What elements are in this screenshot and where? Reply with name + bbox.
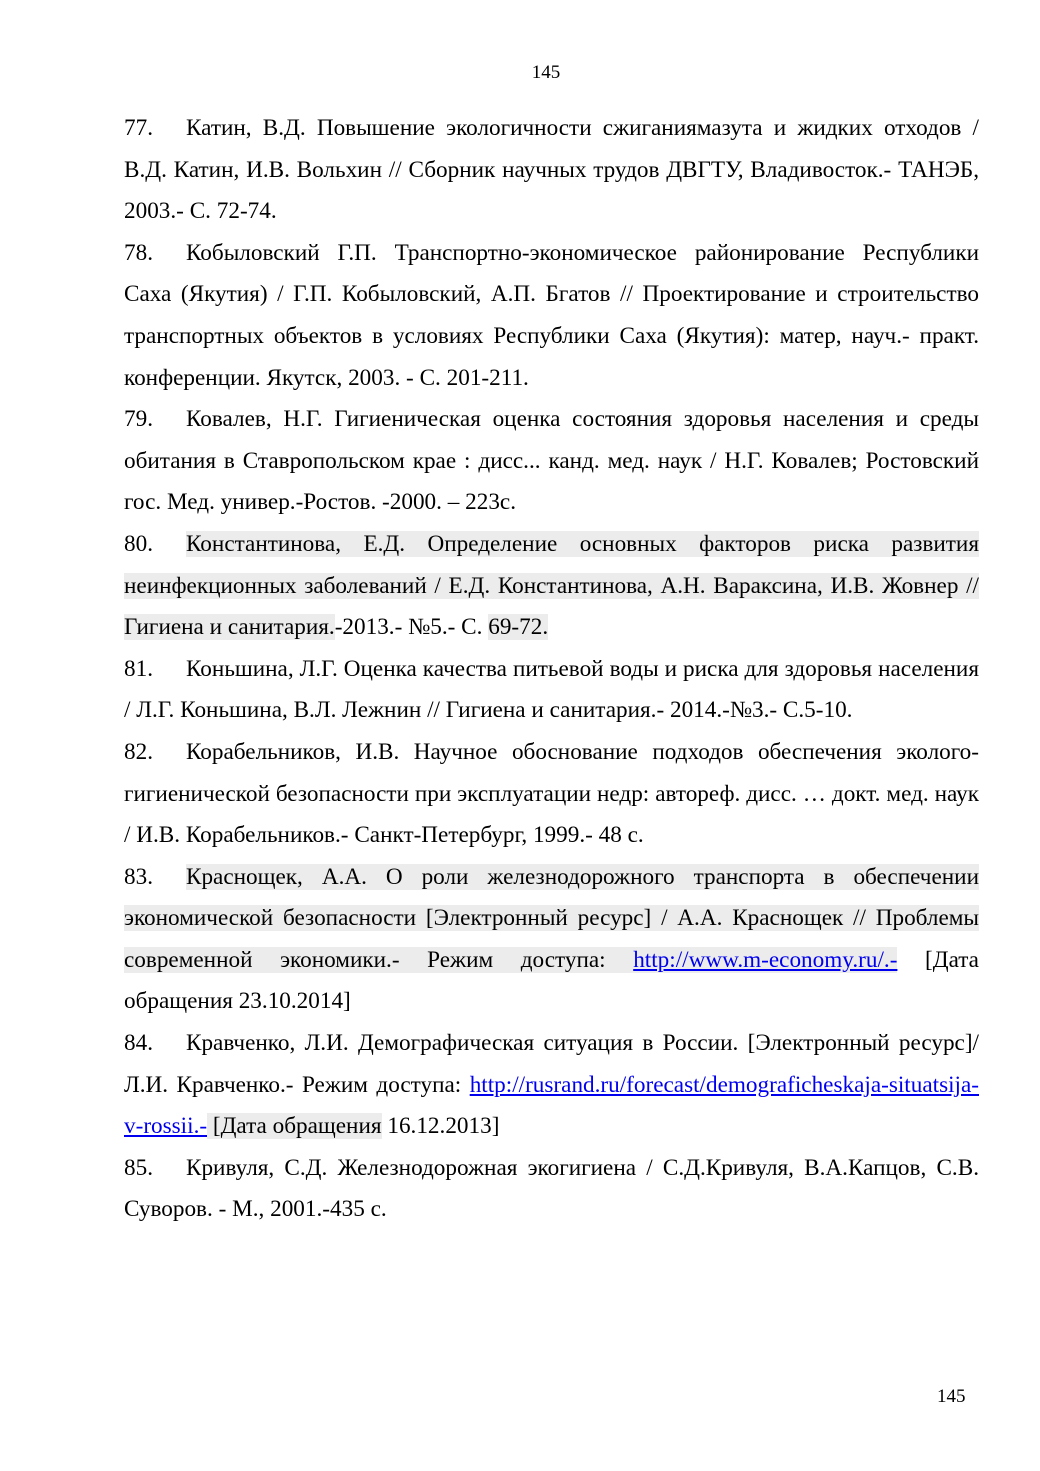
reference-item xyxy=(124,524,979,649)
reference-text-highlighted: 69-72. xyxy=(488,614,549,641)
reference-number: 85. xyxy=(124,1154,153,1181)
page-number-bottom: 145 xyxy=(937,1386,966,1407)
page-number-top: 145 xyxy=(531,62,561,83)
reference-text: Коньшина, Л.Г. Оценка качества питьевой воды и риска для здоровья населения / Л.Г. Коньшина, В.Л. Лежнин // Гигиена и санитария.- 2014.-№3.- С.5-10. xyxy=(124,655,979,724)
reference-item xyxy=(124,108,979,233)
reference-link[interactable]: http://rusrand.ru/forecast/demograficheskaja-situatsija-v-rossii.- xyxy=(124,1071,979,1140)
reference-text-highlighted: [Дата обращения xyxy=(207,1113,382,1140)
reference-item xyxy=(124,732,979,857)
reference-text: 16.12.2013] xyxy=(381,1113,500,1140)
reference-text: Ковалев, Н.Г. Гигиеническая оценка состояния здоровья населения и среды обитания в Ставропольском крае : дисс... канд. мед. наук / Н.Г. Ковалев; Ростовский гос. Мед. универ.-Ростов. -2000. – 223с. xyxy=(124,406,979,516)
reference-text-highlighted: Краснощек, А.А. О роли железнодорожного транспорта в обеспечении экономической безопасности [Электронный ресурс] / А.А. Краснощек // Проблемы современной экономики.- Режим доступа: xyxy=(124,863,979,973)
reference-item xyxy=(124,649,979,732)
reference-list xyxy=(124,108,979,1231)
reference-text: Катин, В.Д. Повышение экологичности сжиганиямазута и жидких отходов / В.Д. Катин, И.В. Вольхин // Сборник научных трудов ДВГТУ, Владивосток.- ТАНЭБ, 2003.- С. 72-74. xyxy=(124,115,979,225)
reference-text: Корабельников, И.В. Научное обоснование подходов обеспечения эколого-гигиенической безопасности при эксплуатации недр: автореф. дисс. … докт. мед. наук / И.В. Корабельников.- Санкт-Петербург, 1999.- 48 с. xyxy=(124,738,979,849)
reference-number: 79. xyxy=(124,406,153,433)
reference-text: [Дата обращения 23.10.2014] xyxy=(124,946,979,1015)
reference-text: Кравченко, Л.И. Демографическая ситуация в России. [Электронный ресурс]/ Л.И. Кравченко.- Режим доступа: xyxy=(124,1030,979,1098)
reference-item xyxy=(124,1023,979,1148)
reference-text-highlighted: Константинова, Е.Д. Определение основных факторов риска развития неинфекционных заболеваний / Е.Д. Константинова, А.Н. Вараксина, И.В. Жовнер // Гигиена и санитария. xyxy=(124,530,979,641)
reference-item xyxy=(124,1148,979,1231)
reference-text: Кобыловский Г.П. Транспортно-экономическое районирование Республики Саха (Якутия) / Г.П. Кобыловский, А.П. Бгатов // Проектирование и строительство транспортных объектов в условиях Республики Саха (Якутия): матер, науч.- практ. конференции. Якутск, 2003. - С. 201-211. xyxy=(124,239,979,391)
reference-number: 83. xyxy=(124,863,153,890)
reference-item xyxy=(124,233,979,399)
reference-number: 84. xyxy=(124,1030,153,1057)
reference-number: 81. xyxy=(124,655,153,682)
reference-number: 82. xyxy=(124,738,153,765)
reference-text: -2013.- №5.- С. xyxy=(334,614,489,641)
reference-item xyxy=(124,399,979,524)
reference-item xyxy=(124,857,979,1023)
reference-text: Кривуля, С.Д. Железнодорожная экогигиена / С.Д.Кривуля, В.А.Капцов, С.В. Суворов. - М., 2001.-435 с. xyxy=(124,1154,979,1223)
reference-link[interactable]: http://www.m-economy.ru/.- xyxy=(633,946,898,973)
reference-number: 80. xyxy=(124,530,153,557)
reference-number: 78. xyxy=(124,239,153,266)
reference-number: 77. xyxy=(124,115,153,141)
